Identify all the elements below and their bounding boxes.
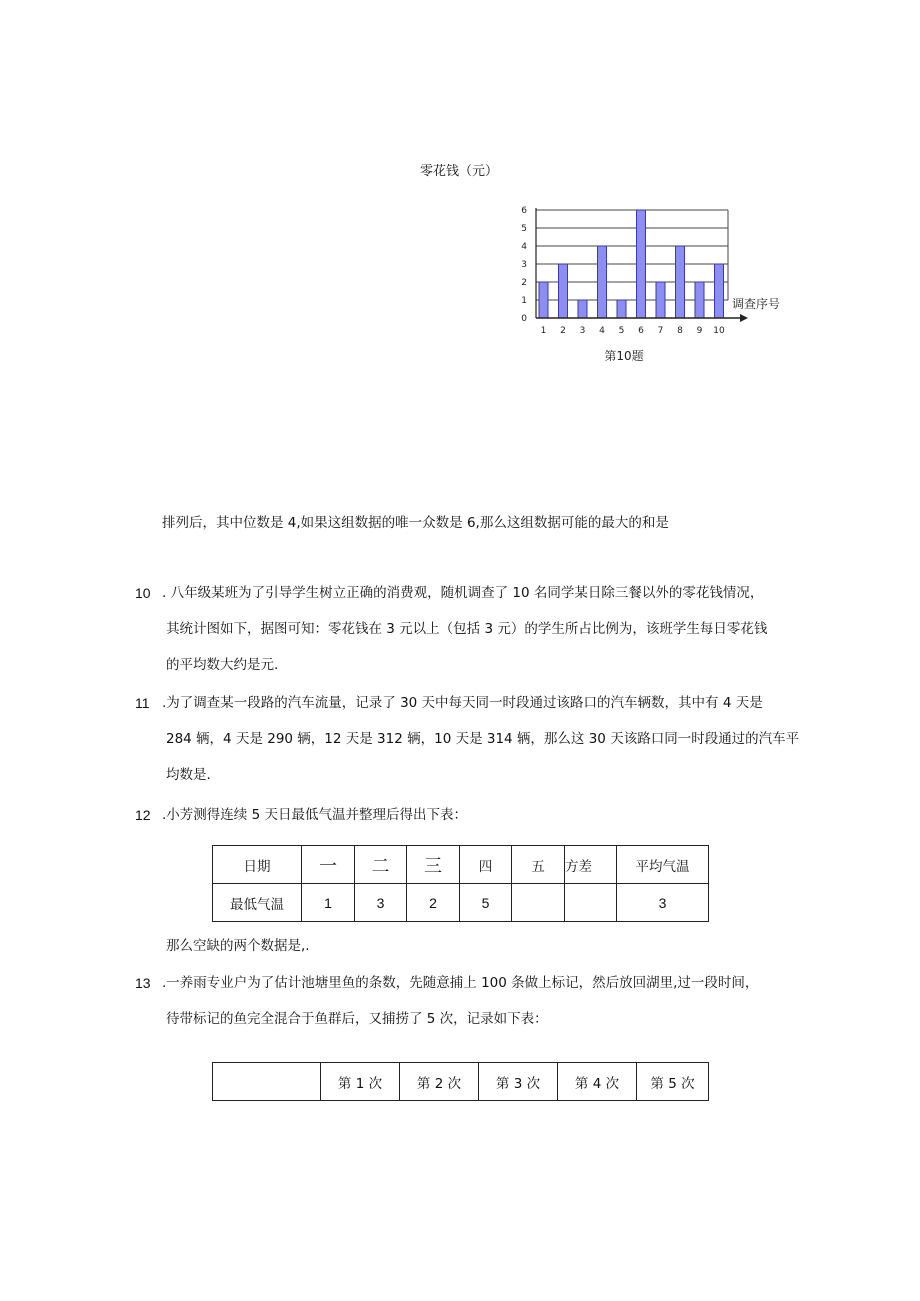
y-tick-label: 1 (521, 296, 527, 306)
chart-caption: 第10题 (604, 349, 644, 363)
q10-line1: . 八年级某班为了引导学生树立正确的消费观，随机调查了 10 名同学某日除三餐以外的零花钱情况， (162, 585, 764, 601)
t12-header-day1: 一 (302, 846, 355, 884)
q10-number: 10 (135, 585, 151, 601)
t12-cell-day1: 1 (302, 884, 355, 922)
q10-line2: 其统计图如下，据图可知：零花钱在 3 元以上（包括 3 元）的学生所占比例为，该班学生每日零花钱 (166, 621, 768, 637)
t13-header-1: 第 1 次 (321, 1063, 400, 1101)
q12-number: 12 (135, 807, 151, 823)
t12-cell-avg: 3 (617, 884, 709, 922)
x-tick-label: 4 (599, 326, 605, 336)
q11-line2: 284 辆，4 天是 290 辆，12 天是 312 辆，10 天是 314 辆，那么这 30 天该路口同一时段通过的汽车平 (166, 731, 800, 747)
bar (539, 282, 548, 318)
x-axis-arrow (740, 314, 748, 322)
t13-header-2: 第 2 次 (400, 1063, 479, 1101)
t12-header-variance: 方差 (565, 846, 617, 884)
x-tick-label: 10 (713, 326, 725, 336)
bar (559, 264, 568, 318)
y-tick-label: 0 (521, 314, 527, 324)
y-tick-label: 3 (521, 260, 527, 270)
y-tick-label: 5 (521, 224, 527, 234)
t12-cell-variance (565, 884, 617, 922)
t13-header-3: 第 3 次 (479, 1063, 558, 1101)
bar (676, 246, 685, 318)
t12-cell-day2: 3 (355, 884, 407, 922)
y-tick-label: 6 (521, 206, 527, 216)
t13-header-blank (213, 1063, 321, 1101)
q13-number: 13 (135, 975, 151, 991)
bar (617, 300, 626, 318)
t12-cell-day4: 5 (460, 884, 512, 922)
bar (715, 264, 724, 318)
chart-title: 零花钱（元） (420, 164, 499, 179)
t12-cell-day5 (512, 884, 565, 922)
x-tick-label: 5 (618, 326, 625, 336)
fish-catch-table (212, 1062, 709, 1101)
q12-line1: .小芳测得连续 5 天日最低气温并整理后得出下表： (162, 807, 467, 823)
x-axis-label: 调查序号 (732, 297, 781, 311)
bar (656, 282, 665, 318)
t12-cell-day3: 2 (407, 884, 460, 922)
bar (578, 300, 587, 318)
t12-header-day5: 五 (512, 846, 565, 884)
x-tick-label: 3 (579, 326, 586, 336)
q11-line3: 均数是. (166, 767, 211, 783)
x-tick-label: 9 (696, 326, 703, 336)
t13-header-5: 第 5 次 (637, 1063, 709, 1101)
t12-header-day4: 四 (460, 846, 512, 884)
q10-line3: 的平均数大约是元. (166, 657, 279, 673)
t12-row-label: 最低气温 (213, 884, 302, 922)
t13-header-4: 第 4 次 (558, 1063, 637, 1101)
temperature-table (212, 845, 709, 922)
y-tick-label: 4 (521, 242, 527, 252)
bar (695, 282, 704, 318)
x-tick-label: 1 (540, 326, 547, 336)
q11-number: 11 (135, 695, 150, 711)
bar-chart (512, 198, 802, 370)
t12-header-day3: 三 (407, 846, 460, 884)
bar (637, 210, 646, 318)
t12-header-avg: 平均气温 (617, 846, 709, 884)
q11-line1: .为了调查某一段路的汽车流量，记录了 30 天中每天同一时段通过该路口的汽车辆数，其中有 4 天是 (162, 695, 763, 711)
x-tick-label: 6 (638, 326, 644, 336)
x-tick-label: 8 (677, 326, 683, 336)
t12-header-day2: 二 (355, 846, 407, 884)
x-tick-label: 2 (560, 326, 566, 336)
y-tick-label: 2 (521, 278, 527, 288)
t12-header-date: 日期 (213, 846, 302, 884)
bar (598, 246, 607, 318)
intro-line: 排列后，其中位数是 4,如果这组数据的唯一众数是 6,那么这组数据可能的最大的和是 (162, 515, 669, 531)
q12-after: 那么空缺的两个数据是,. (166, 938, 310, 954)
q13-line1: .一养雨专业户为了估计池塘里鱼的条数，先随意捕上 100 条做上标记，然后放回湖里,过一段时间， (162, 975, 759, 991)
x-tick-label: 7 (657, 326, 664, 336)
q13-line2: 待带标记的鱼完全混合于鱼群后，又捕捞了 5 次，记录如下表： (166, 1011, 548, 1027)
